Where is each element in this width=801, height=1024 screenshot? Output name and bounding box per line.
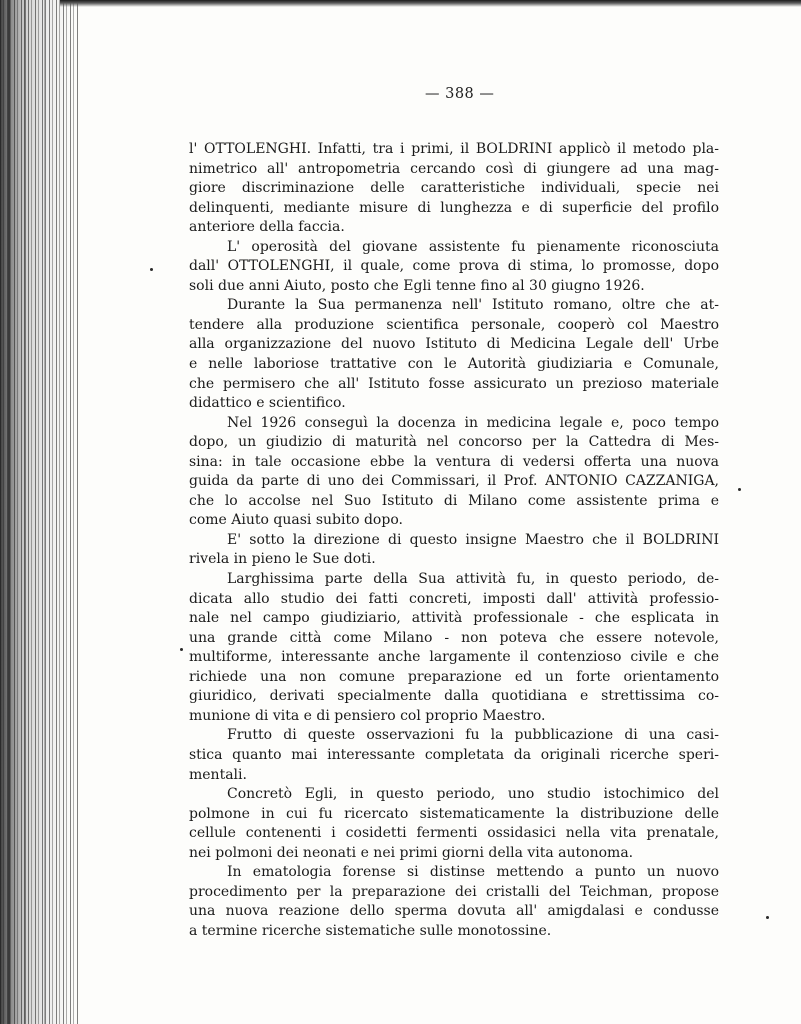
ink-speck [180, 648, 183, 651]
text-line: Durante la Sua permanenza nell' Istituto romano, oltre che at- [227, 297, 719, 314]
text-line: nimetrico all' antropometria cercando così di giungere ad una mag- [189, 160, 719, 177]
text-line: richiede una non comune preparazione ed un forte orientamento [189, 668, 719, 685]
text-line: Concretò Egli, in questo periodo, uno studio istochimico del [227, 786, 719, 803]
text-line: polmone in cui fu ricercato sistematicamente la distribuzione delle [189, 805, 719, 822]
text-line: dopo, un giudizio di maturità nel concorso per la Cattedra di Mes- [189, 434, 719, 451]
text-line: giuridico, derivati specialmente dalla quotidiana e strettissima co- [189, 688, 719, 705]
body-text [189, 140, 719, 941]
text-line: e nelle laboriose trattative con le Autorità giudiziaria e Comunale, [189, 356, 719, 373]
text-line: stica quanto mai interessante completata da originali ricerche speri- [189, 746, 719, 763]
text-line: dall' OTTOLENGHI, il quale, come prova di stima, lo promosse, dopo [189, 258, 719, 275]
text-line: L' operosità del giovane assistente fu pienamente riconosciuta [227, 238, 719, 255]
text-line: a termine ricerche sistematiche sulle monotossine. [189, 922, 552, 939]
text-line: l' OTTOLENGHI. Infatti, tra i primi, il BOLDRINI applicò il metodo pla- [189, 141, 719, 157]
ink-speck [150, 268, 153, 271]
text-line: guida da parte di uno dei Commissari, il Prof. ANTONIO CAZZANIGA, [189, 473, 719, 490]
book-binding-edge [0, 0, 80, 1024]
text-line: didattico e scientifico. [189, 395, 346, 412]
text-line: nei polmoni dei neonati e nei primi giorni della vita autonoma. [189, 844, 634, 861]
text-line: alla organizzazione del nuovo Istituto di Medicina Legale dell' Urbe [189, 336, 719, 353]
page-number: — 388 — [425, 86, 495, 102]
text-line: anteriore della faccia. [189, 219, 345, 236]
text-line: che lo accolse nel Suo Istituto di Milano come assistente prima e [189, 492, 719, 509]
text-line: mentali. [189, 766, 247, 783]
text-line: sina: in tale occasione ebbe la ventura di vedersi offerta una nuova [189, 453, 719, 470]
text-line: che permisero che all' Istituto fosse assicurato un prezioso materiale [189, 375, 719, 392]
text-line: munione di vita e di pensiero col proprio Maestro. [189, 707, 546, 724]
text-line: soli due anni Aiuto, posto che Egli tenne fino al 30 giugno 1926. [189, 277, 645, 294]
text-line: procedimento per la preparazione dei cristalli del Teichman, propose [189, 883, 719, 900]
text-line: Larghissima parte della Sua attività fu, in questo periodo, de- [227, 571, 719, 588]
text-line: dicata allo studio dei fatti concreti, imposti dall' attività professio- [189, 590, 719, 607]
binding-line [44, 0, 46, 1024]
text-line: giore discriminazione delle caratteristiche individuali, specie nei [189, 180, 719, 197]
text-line: una nuova reazione dello sperma dovuta all' amigdalasi e condusse [189, 903, 719, 920]
text-line: Frutto di queste osservazioni fu la pubblicazione di una casi- [227, 727, 719, 744]
text-line: In ematologia forense si distinse mettendo a punto un nuovo [227, 864, 719, 881]
binding-line [8, 0, 10, 1024]
text-line: delinquenti, mediante misure di lunghezza e di superficie del profilo [189, 199, 719, 216]
ink-speck [738, 488, 741, 491]
text-line: E' sotto la direzione di questo insigne Maestro che il BOLDRINI [227, 531, 719, 548]
binding-line [24, 0, 26, 1024]
text-line: nale nel campo giudiziario, attività professionale - che esplicata in [189, 610, 719, 627]
text-line: tendere alla produzione scientifica personale, cooperò col Maestro [189, 316, 719, 333]
ink-speck [766, 916, 769, 919]
text-line: Nel 1926 conseguì la docenza in medicina legale e, poco tempo [227, 414, 719, 431]
top-edge-shadow [60, 0, 801, 7]
text-line: cellule contenenti i cosidetti fermenti ossidasici nella vita prenatale, [189, 825, 719, 842]
text-line: una grande città come Milano - non poteva che essere notevole, [189, 629, 719, 646]
text-line: come Aiuto quasi subito dopo. [189, 512, 403, 529]
text-line: rivela in pieno le Sue doti. [189, 551, 376, 568]
text-line: multiforme, interessante anche largamente il contenzioso civile e che [189, 649, 719, 666]
